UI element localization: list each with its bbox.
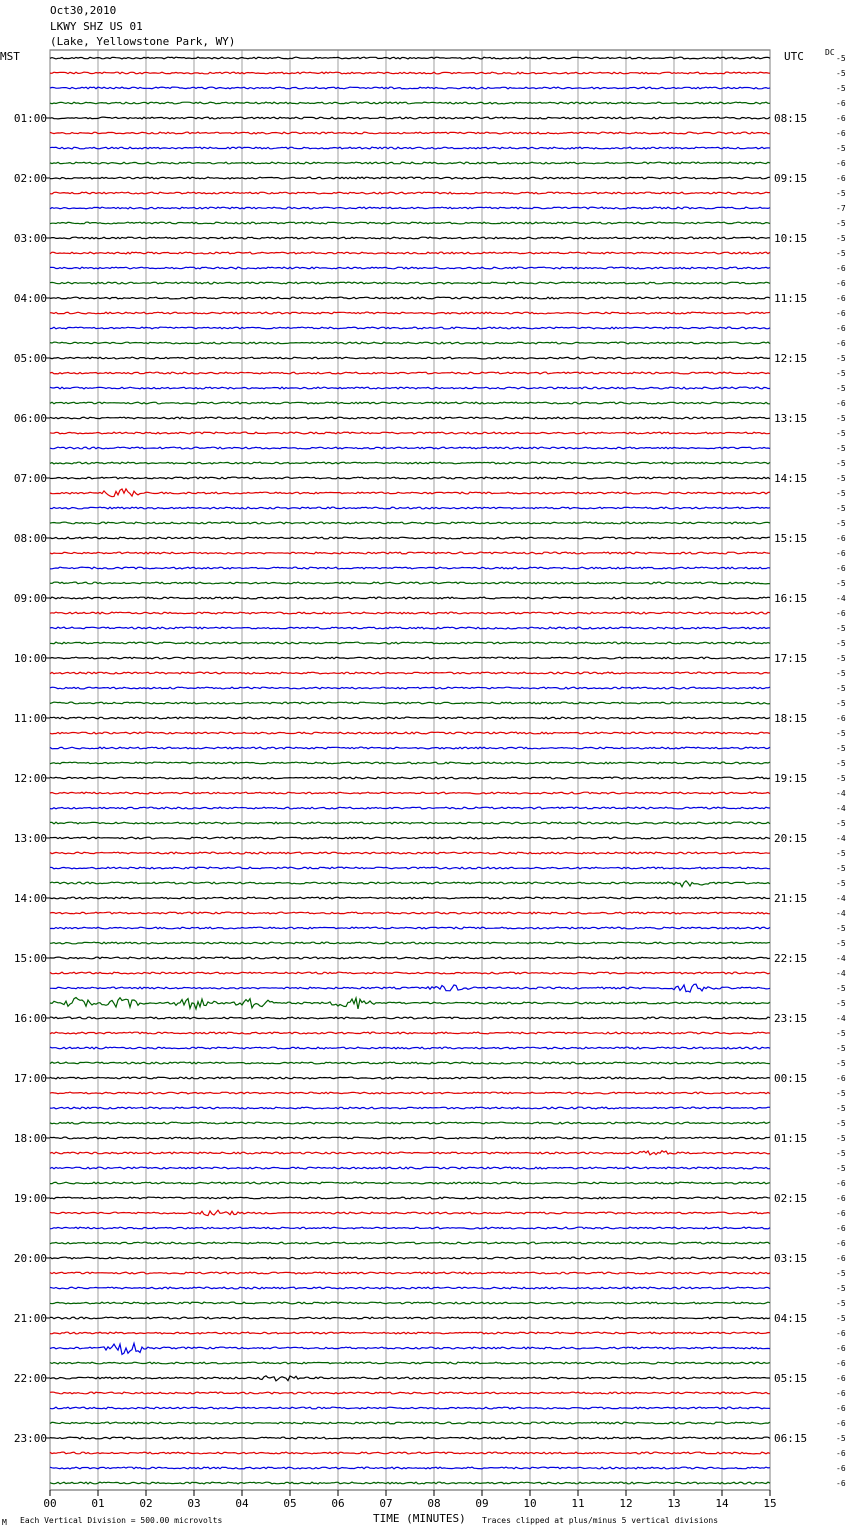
- trace-line: [50, 1167, 770, 1169]
- dc-offset-label: -5: [836, 519, 846, 528]
- dc-offset-label: -6: [836, 714, 846, 723]
- trace-line: [50, 792, 770, 794]
- dc-offset-label: -5: [836, 1284, 846, 1293]
- trace-line: [50, 1197, 770, 1199]
- trace-line: [50, 1032, 770, 1034]
- trace-line: [50, 87, 770, 89]
- dc-offset-label: -5: [836, 1059, 846, 1068]
- trace-line: [50, 237, 770, 239]
- trace-line: [50, 132, 770, 134]
- trace-line: [50, 927, 770, 929]
- x-tick-label: 03: [187, 1497, 201, 1510]
- trace-line: [50, 522, 770, 524]
- dc-offset-label: -5: [836, 429, 846, 438]
- trace-line: [50, 357, 770, 359]
- trace-line: [50, 1242, 770, 1244]
- location-label: (Lake, Yellowstone Park, WY): [50, 35, 236, 48]
- trace-line: [50, 1362, 770, 1364]
- dc-offset-label: -5: [836, 1314, 846, 1323]
- dc-offset-label: -6: [836, 1329, 846, 1338]
- left-hour-label: 02:00: [13, 172, 47, 185]
- trace-line: [50, 881, 770, 887]
- right-hour-label: 11:15: [774, 292, 808, 305]
- dc-offset-label: -6: [836, 534, 846, 543]
- trace-line: [50, 717, 770, 719]
- trace-line: [50, 984, 770, 992]
- dc-offset-label: -6: [836, 174, 846, 183]
- left-hour-label: 14:00: [13, 892, 47, 905]
- dc-offset-label: -6: [836, 1194, 846, 1203]
- trace-line: [50, 1047, 770, 1049]
- right-hour-label: 05:15: [774, 1372, 808, 1385]
- trace-line: [50, 72, 770, 74]
- right-axis-title: UTC: [784, 50, 804, 63]
- trace-line: [50, 147, 770, 149]
- x-tick-label: 05: [283, 1497, 297, 1510]
- trace-line: [50, 807, 770, 809]
- right-hour-label: 13:15: [774, 412, 808, 425]
- trace-line: [50, 477, 770, 479]
- dc-offset-label: -5: [836, 234, 846, 243]
- right-hour-label: 00:15: [774, 1072, 808, 1085]
- right-hour-label: 02:15: [774, 1192, 808, 1205]
- dc-offset-label: -6: [836, 129, 846, 138]
- dc-offset-label: -6: [836, 1344, 846, 1353]
- right-hour-label: 22:15: [774, 952, 808, 965]
- dc-offset-label: -5: [836, 1299, 846, 1308]
- trace-line: [50, 942, 770, 944]
- trace-line: [50, 998, 770, 1010]
- left-hour-label: 03:00: [13, 232, 47, 245]
- dc-offset-label: -5: [836, 699, 846, 708]
- right-hour-label: 04:15: [774, 1312, 808, 1325]
- dc-offset-label: -6: [836, 609, 846, 618]
- dc-offset-label: -5: [836, 639, 846, 648]
- trace-line: [50, 447, 770, 449]
- dc-offset-label: -5: [836, 1029, 846, 1038]
- dc-offset-label: -6: [836, 1224, 846, 1233]
- dc-offset-label: -6: [836, 339, 846, 348]
- scale-note: Each Vertical Division = 500.00 microvolts: [20, 1516, 223, 1525]
- clip-note: Traces clipped at plus/minus 5 vertical divisions: [482, 1516, 719, 1525]
- dc-offset-label: -5: [836, 69, 846, 78]
- trace-line: [50, 1272, 770, 1274]
- dc-offset-label: -6: [836, 1074, 846, 1083]
- dc-offset-label: -5: [836, 144, 846, 153]
- dc-offset-label: -6: [836, 1209, 846, 1218]
- dc-offset-label: -4: [836, 594, 846, 603]
- trace-line: [50, 207, 770, 209]
- trace-line: [50, 972, 770, 974]
- dc-offset-label: -6: [836, 99, 846, 108]
- dc-offset-label: -5: [836, 819, 846, 828]
- trace-line: [50, 747, 770, 749]
- dc-offset-label: -4: [836, 954, 846, 963]
- trace-line: [50, 837, 770, 839]
- dc-offset-label: -5: [836, 624, 846, 633]
- left-hour-label: 16:00: [13, 1012, 47, 1025]
- dc-offset-label: -5: [836, 1269, 846, 1278]
- right-hour-label: 20:15: [774, 832, 808, 845]
- dc-offset-label: -5: [836, 1119, 846, 1128]
- dc-offset-label: -5: [836, 879, 846, 888]
- dc-offset-label: -5: [836, 219, 846, 228]
- trace-line: [50, 177, 770, 179]
- dc-offset-label: -5: [836, 744, 846, 753]
- x-tick-label: 00: [43, 1497, 57, 1510]
- trace-line: [50, 312, 770, 314]
- dc-offset-label: -4: [836, 894, 846, 903]
- right-hour-label: 08:15: [774, 112, 808, 125]
- right-hour-label: 18:15: [774, 712, 808, 725]
- dc-offset-label: -5: [836, 849, 846, 858]
- left-hour-label: 11:00: [13, 712, 47, 725]
- right-hour-label: 17:15: [774, 652, 808, 665]
- trace-line: [50, 1407, 770, 1409]
- trace-line: [50, 267, 770, 269]
- x-tick-label: 14: [715, 1497, 729, 1510]
- trace-line: [50, 1107, 770, 1109]
- trace-line: [50, 1332, 770, 1334]
- trace-line: [50, 489, 770, 497]
- right-hour-label: 15:15: [774, 532, 808, 545]
- dc-offset-label: -4: [836, 1014, 846, 1023]
- trace-line: [50, 1227, 770, 1229]
- trace-line: [50, 867, 770, 869]
- right-hour-label: 09:15: [774, 172, 808, 185]
- left-hour-label: 22:00: [13, 1372, 47, 1385]
- x-tick-label: 06: [331, 1497, 345, 1510]
- right-hour-label: 23:15: [774, 1012, 808, 1025]
- trace-line: [50, 582, 770, 584]
- trace-line: [50, 282, 770, 284]
- trace-line: [50, 1482, 770, 1484]
- trace-line: [50, 627, 770, 629]
- right-hour-label: 14:15: [774, 472, 808, 485]
- right-hour-label: 16:15: [774, 592, 808, 605]
- trace-line: [50, 462, 770, 464]
- dc-offset-label: -5: [836, 1164, 846, 1173]
- trace-line: [50, 612, 770, 614]
- dc-offset-label: -6: [836, 564, 846, 573]
- dc-offset-label: -6: [836, 114, 846, 123]
- dc-offset-label: -4: [836, 909, 846, 918]
- right-hour-label: 03:15: [774, 1252, 808, 1265]
- left-hour-label: 09:00: [13, 592, 47, 605]
- dc-offset-label: -6: [836, 1239, 846, 1248]
- left-hour-label: 06:00: [13, 412, 47, 425]
- dc-offset-label: -6: [836, 1404, 846, 1413]
- trace-line: [50, 1151, 770, 1155]
- left-hour-label: 05:00: [13, 352, 47, 365]
- dc-offset-label: -5: [836, 474, 846, 483]
- trace-line: [50, 687, 770, 689]
- dc-offset-label: -5: [836, 924, 846, 933]
- trace-line: [50, 1317, 770, 1319]
- dc-offset-label: -6: [836, 1464, 846, 1473]
- dc-offset-label: -5: [836, 489, 846, 498]
- dc-offset-label: -6: [836, 324, 846, 333]
- dc-offset-label: -5: [836, 579, 846, 588]
- trace-line: [50, 252, 770, 254]
- x-tick-label: 08: [427, 1497, 441, 1510]
- trace-line: [50, 117, 770, 119]
- x-tick-label: 09: [475, 1497, 489, 1510]
- dc-offset-label: -6: [836, 549, 846, 558]
- dc-offset-label: -6: [836, 1479, 846, 1488]
- trace-line: [50, 402, 770, 404]
- dc-offset-label: -5: [836, 189, 846, 198]
- dc-offset-label: -5: [836, 1044, 846, 1053]
- left-hour-label: 08:00: [13, 532, 47, 545]
- dc-offset-label: -6: [836, 264, 846, 273]
- dc-offset-label: -5: [836, 1134, 846, 1143]
- trace-line: [50, 507, 770, 509]
- x-tick-label: 01: [91, 1497, 105, 1510]
- dc-offset-label: -6: [836, 279, 846, 288]
- dc-offset-label: -5: [836, 384, 846, 393]
- trace-line: [50, 222, 770, 224]
- dc-offset-label: -5: [836, 999, 846, 1008]
- x-tick-label: 13: [667, 1497, 681, 1510]
- dc-offset-label: -5: [836, 444, 846, 453]
- trace-line: [50, 777, 770, 779]
- trace-line: [50, 1062, 770, 1064]
- trace-line: [50, 1452, 770, 1454]
- dc-offset-label: -5: [836, 354, 846, 363]
- right-hour-label: 01:15: [774, 1132, 808, 1145]
- footer-mark: M: [2, 1518, 7, 1527]
- left-hour-label: 20:00: [13, 1252, 47, 1265]
- right-hour-label: 06:15: [774, 1432, 808, 1445]
- trace-line: [50, 1257, 770, 1259]
- left-hour-label: 21:00: [13, 1312, 47, 1325]
- trace-line: [50, 852, 770, 854]
- trace-line: [50, 702, 770, 704]
- dc-label: DC: [825, 48, 835, 57]
- trace-line: [50, 432, 770, 434]
- trace-line: [50, 102, 770, 104]
- dc-offset-label: -5: [836, 54, 846, 63]
- trace-line: [50, 372, 770, 374]
- left-hour-label: 23:00: [13, 1432, 47, 1445]
- dc-offset-label: -5: [836, 1089, 846, 1098]
- dc-offset-label: -4: [836, 969, 846, 978]
- dc-offset-label: -5: [836, 864, 846, 873]
- trace-line: [50, 1092, 770, 1094]
- trace-group: [50, 57, 770, 1484]
- dc-offset-label: -6: [836, 159, 846, 168]
- trace-line: [50, 957, 770, 959]
- date-label: Oct30,2010: [50, 4, 117, 17]
- trace-line: [50, 417, 770, 419]
- left-hour-label: 12:00: [13, 772, 47, 785]
- trace-line: [50, 1437, 770, 1439]
- left-hour-label: 01:00: [13, 112, 47, 125]
- trace-line: [50, 1122, 770, 1124]
- dc-offset-label: -5: [836, 1149, 846, 1158]
- dc-offset-label: -6: [836, 1374, 846, 1383]
- trace-line: [50, 762, 770, 764]
- trace-line: [50, 1017, 770, 1019]
- trace-line: [50, 1376, 770, 1381]
- right-hour-label: 21:15: [774, 892, 808, 905]
- trace-line: [50, 672, 770, 674]
- dc-offset-label: -4: [836, 804, 846, 813]
- dc-offset-label: -5: [836, 984, 846, 993]
- trace-line: [50, 57, 770, 59]
- dc-offset-label: -6: [836, 1389, 846, 1398]
- trace-line: [50, 897, 770, 899]
- dc-offset-label: -6: [836, 1449, 846, 1458]
- dc-offset-label: -5: [836, 774, 846, 783]
- dc-offset-label: -5: [836, 414, 846, 423]
- left-hour-label: 17:00: [13, 1072, 47, 1085]
- trace-line: [50, 567, 770, 569]
- trace-line: [50, 1302, 770, 1304]
- dc-offset-label: -5: [836, 759, 846, 768]
- x-tick-label: 11: [571, 1497, 585, 1510]
- dc-offset-label: -5: [836, 684, 846, 693]
- left-axis-title: MST: [0, 50, 20, 63]
- dc-offset-label: -6: [836, 1179, 846, 1188]
- left-hour-label: 18:00: [13, 1132, 47, 1145]
- right-hour-label: 12:15: [774, 352, 808, 365]
- trace-line: [50, 1392, 770, 1394]
- dc-offset-label: -6: [836, 399, 846, 408]
- x-tick-label: 04: [235, 1497, 249, 1510]
- x-tick-label: 12: [619, 1497, 633, 1510]
- trace-line: [50, 732, 770, 734]
- dc-offset-label: -4: [836, 834, 846, 843]
- left-hour-label: 19:00: [13, 1192, 47, 1205]
- left-hour-label: 07:00: [13, 472, 47, 485]
- axis-labels: [14, 54, 846, 1510]
- trace-line: [50, 552, 770, 554]
- dc-offset-label: -5: [836, 369, 846, 378]
- trace-line: [50, 1287, 770, 1289]
- dc-offset-label: -5: [836, 459, 846, 468]
- dc-offset-label: -6: [836, 294, 846, 303]
- trace-line: [50, 597, 770, 599]
- dc-offset-label: -5: [836, 1104, 846, 1113]
- right-hour-label: 19:15: [774, 772, 808, 785]
- x-tick-label: 10: [523, 1497, 537, 1510]
- x-tick-label: 02: [139, 1497, 153, 1510]
- trace-line: [50, 1210, 770, 1215]
- dc-offset-label: -5: [836, 654, 846, 663]
- trace-line: [50, 657, 770, 659]
- dc-offset-label: -5: [836, 504, 846, 513]
- dc-offset-label: -5: [836, 84, 846, 93]
- right-hour-label: 10:15: [774, 232, 808, 245]
- x-tick-label: 15: [763, 1497, 777, 1510]
- x-tick-label: 07: [379, 1497, 393, 1510]
- trace-line: [50, 537, 770, 539]
- trace-line: [50, 1343, 770, 1354]
- trace-line: [50, 912, 770, 914]
- dc-offset-label: -6: [836, 1359, 846, 1368]
- dc-offset-label: -5: [836, 249, 846, 258]
- station-label: LKWY SHZ US 01: [50, 20, 143, 33]
- trace-line: [50, 1467, 770, 1469]
- left-hour-label: 04:00: [13, 292, 47, 305]
- trace-line: [50, 327, 770, 329]
- trace-line: [50, 192, 770, 194]
- trace-line: [50, 162, 770, 164]
- dc-offset-label: -7: [836, 204, 846, 213]
- trace-line: [50, 1077, 770, 1079]
- trace-line: [50, 1137, 770, 1139]
- trace-line: [50, 342, 770, 344]
- dc-offset-label: -5: [836, 669, 846, 678]
- x-axis-title: TIME (MINUTES): [373, 1512, 466, 1525]
- trace-line: [50, 1422, 770, 1424]
- left-hour-label: 13:00: [13, 832, 47, 845]
- dc-offset-label: -6: [836, 1419, 846, 1428]
- trace-line: [50, 642, 770, 644]
- dc-offset-label: -5: [836, 729, 846, 738]
- dc-offset-label: -5: [836, 1434, 846, 1443]
- trace-line: [50, 822, 770, 824]
- dc-offset-label: -6: [836, 309, 846, 318]
- dc-offset-label: -6: [836, 1254, 846, 1263]
- dc-offset-label: -4: [836, 789, 846, 798]
- trace-line: [50, 387, 770, 389]
- left-hour-label: 15:00: [13, 952, 47, 965]
- dc-offset-label: -5: [836, 939, 846, 948]
- trace-line: [50, 1182, 770, 1184]
- left-hour-label: 10:00: [13, 652, 47, 665]
- trace-line: [50, 297, 770, 299]
